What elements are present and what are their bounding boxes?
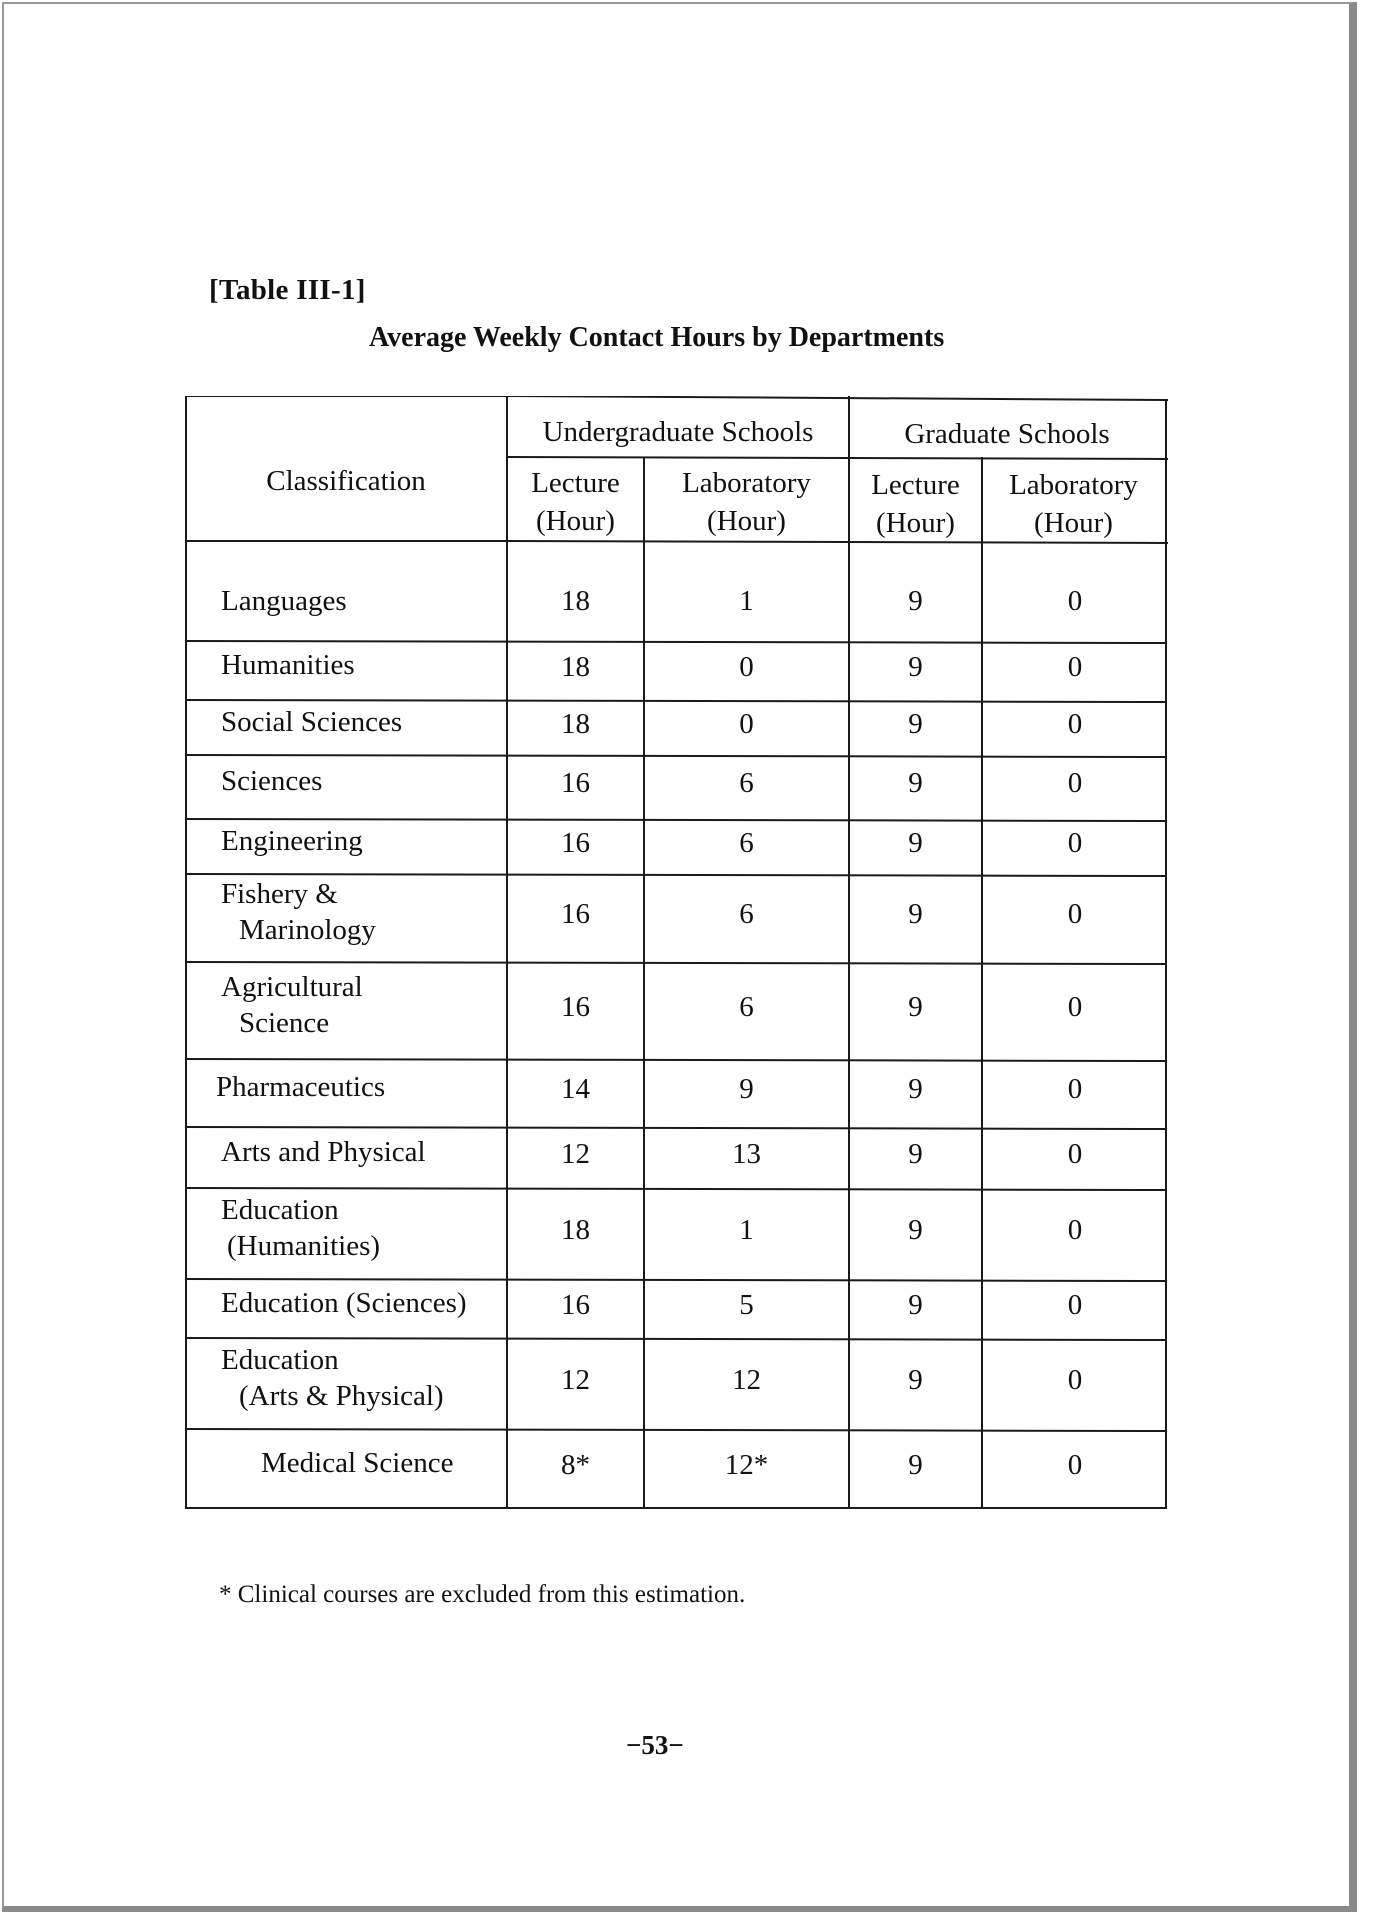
row-classification-line: Medical Science [261,1447,454,1479]
cell-ug-lecture: 18 [561,650,590,683]
cell-gr-lab: 0 [1067,767,1083,799]
header-ug-lecture-line1: Lecture [531,467,620,499]
cell-ug-lecture: 16 [561,767,590,799]
row-classification-line: Languages [221,585,347,617]
cell-ug-lecture: 16 [561,898,590,930]
cell-ug-lab: 1 [739,585,754,617]
cell-gr-lab: 0 [1067,650,1083,683]
cell-ug-lab: 6 [739,767,754,799]
row-classification-line: Engineering [221,824,363,857]
header-gr-lecture-line1: Lecture [871,469,960,501]
cell-gr-lecture: 9 [908,585,923,617]
cell-gr-lab: 0 [1067,1137,1083,1170]
header-ug-laboratory-unit: (Hour) [707,505,786,537]
cell-ug-lecture: 12 [561,1137,590,1170]
cell-gr-lecture: 9 [908,898,923,930]
cell-ug-lab: 9 [739,1073,754,1105]
cell-gr-lab: 0 [1067,707,1083,740]
row-classification-line: (Humanities) [227,1229,381,1262]
row-divider [185,1127,1166,1129]
cell-gr-lab: 0 [1067,1073,1083,1105]
row-classification-line: Pharmaceutics [216,1071,386,1103]
header-ug-lecture-unit: (Hour) [536,505,615,537]
row-classification-line: Fishery & [221,878,338,910]
cell-gr-lab: 0 [1067,1363,1083,1396]
cell-ug-lab: 13 [732,1137,761,1170]
cell-ug-lecture: 16 [561,1288,590,1321]
row-divider [185,1338,1166,1340]
header-subdivider [507,457,1168,459]
table-top-border-right [507,396,1168,400]
cell-gr-lecture: 9 [908,767,923,799]
cell-gr-lecture: 9 [908,826,923,859]
cell-gr-lab: 0 [1067,990,1083,1023]
cell-ug-lecture: 18 [561,585,590,617]
row-classification-line: Sciences [221,765,323,797]
row-classification [261,1445,453,1481]
header-gr-laboratory [982,466,1165,542]
cell-gr-lecture: 9 [908,1213,923,1246]
table-label: [Table III-1] [209,274,366,306]
cell-ug-lab: 1 [739,1213,754,1246]
row-divider [185,755,1166,757]
row-classification [221,876,376,948]
cell-gr-lab: 0 [1067,585,1083,617]
row-classification [221,583,347,619]
header-gr-lecture [849,466,982,542]
row-classification [216,1069,385,1105]
cell-ug-lab: 12 [732,1363,761,1396]
cell-ug-lab: 0 [739,707,754,740]
cell-ug-lecture: 16 [561,990,590,1023]
cell-gr-lab: 0 [1067,898,1083,930]
row-classification [221,763,322,799]
cell-gr-lecture: 9 [908,1073,923,1105]
row-classification-line: (Arts & Physical) [239,1379,444,1412]
row-divider [185,700,1166,702]
row-classification-line: Education (Sciences) [221,1286,467,1319]
row-divider [185,819,1166,821]
cell-gr-lecture: 9 [908,990,923,1023]
cell-ug-lecture: 8* [561,1449,590,1481]
row-classification [221,1192,380,1264]
cell-gr-lab: 0 [1067,1449,1083,1481]
header-ug-laboratory-line1: Laboratory [682,467,811,499]
row-classification [221,969,363,1041]
row-divider [185,641,1166,643]
row-classification-line: Education [221,1193,339,1226]
cell-ug-lecture: 18 [561,707,590,740]
row-classification-line: Education [221,1343,339,1376]
header-classification: Classification [266,465,426,497]
cell-ug-lecture: 16 [561,826,590,859]
row-classification-line: Humanities [221,648,355,681]
row-divider [185,1188,1166,1190]
page-number: −53− [626,1730,684,1760]
cell-ug-lab: 0 [739,650,754,683]
cell-gr-lab: 0 [1067,1213,1083,1246]
cell-ug-lecture: 18 [561,1213,590,1246]
document-page [2,2,1357,1912]
row-classification-line: Science [239,1006,330,1039]
row-divider [185,1429,1166,1431]
cell-ug-lab: 12* [724,1449,769,1481]
header-undergraduate-schools: Undergraduate Schools [542,416,814,448]
row-classification [221,823,363,859]
header-graduate-schools: Graduate Schools [904,418,1110,450]
cell-ug-lecture: 14 [561,1073,590,1105]
row-divider [185,1059,1166,1061]
cell-gr-lab: 0 [1067,826,1083,859]
cell-ug-lab: 6 [739,990,754,1023]
row-classification-line: Social Sciences [221,705,403,738]
header-gr-laboratory-line1: Laboratory [1009,469,1138,501]
row-classification [221,704,402,740]
cell-gr-lecture: 9 [908,1288,923,1321]
cell-gr-lecture: 9 [908,1363,923,1396]
cell-gr-lab: 0 [1067,1288,1083,1321]
cell-gr-lecture: 9 [908,650,923,683]
row-classification-line: Marinology [239,914,376,946]
cell-ug-lecture: 12 [561,1363,590,1396]
header-gr-laboratory-unit: (Hour) [1034,507,1113,539]
cell-ug-lab: 6 [739,826,754,859]
row-divider [185,1279,1166,1281]
header-gr-lecture-unit: (Hour) [876,507,955,539]
cell-gr-lecture: 9 [908,707,923,740]
row-classification [221,1342,444,1414]
row-classification-line: Arts and Physical [221,1135,426,1168]
table-title: Average Weekly Contact Hours by Departments [369,322,945,353]
row-classification [221,1134,426,1170]
cell-ug-lab: 5 [739,1288,754,1321]
cell-gr-lecture: 9 [908,1137,923,1170]
row-divider [185,962,1166,964]
row-classification [221,1285,467,1321]
footnote: * Clinical courses are excluded from this estimation. [219,1581,746,1608]
header-ug-lecture [507,464,644,540]
header-ug-laboratory [644,464,849,540]
cell-gr-lecture: 9 [908,1449,923,1481]
row-classification [221,647,355,683]
cell-ug-lab: 6 [739,898,754,930]
row-classification-line: Agricultural [221,970,363,1003]
contact-hours-table [185,396,1168,1509]
